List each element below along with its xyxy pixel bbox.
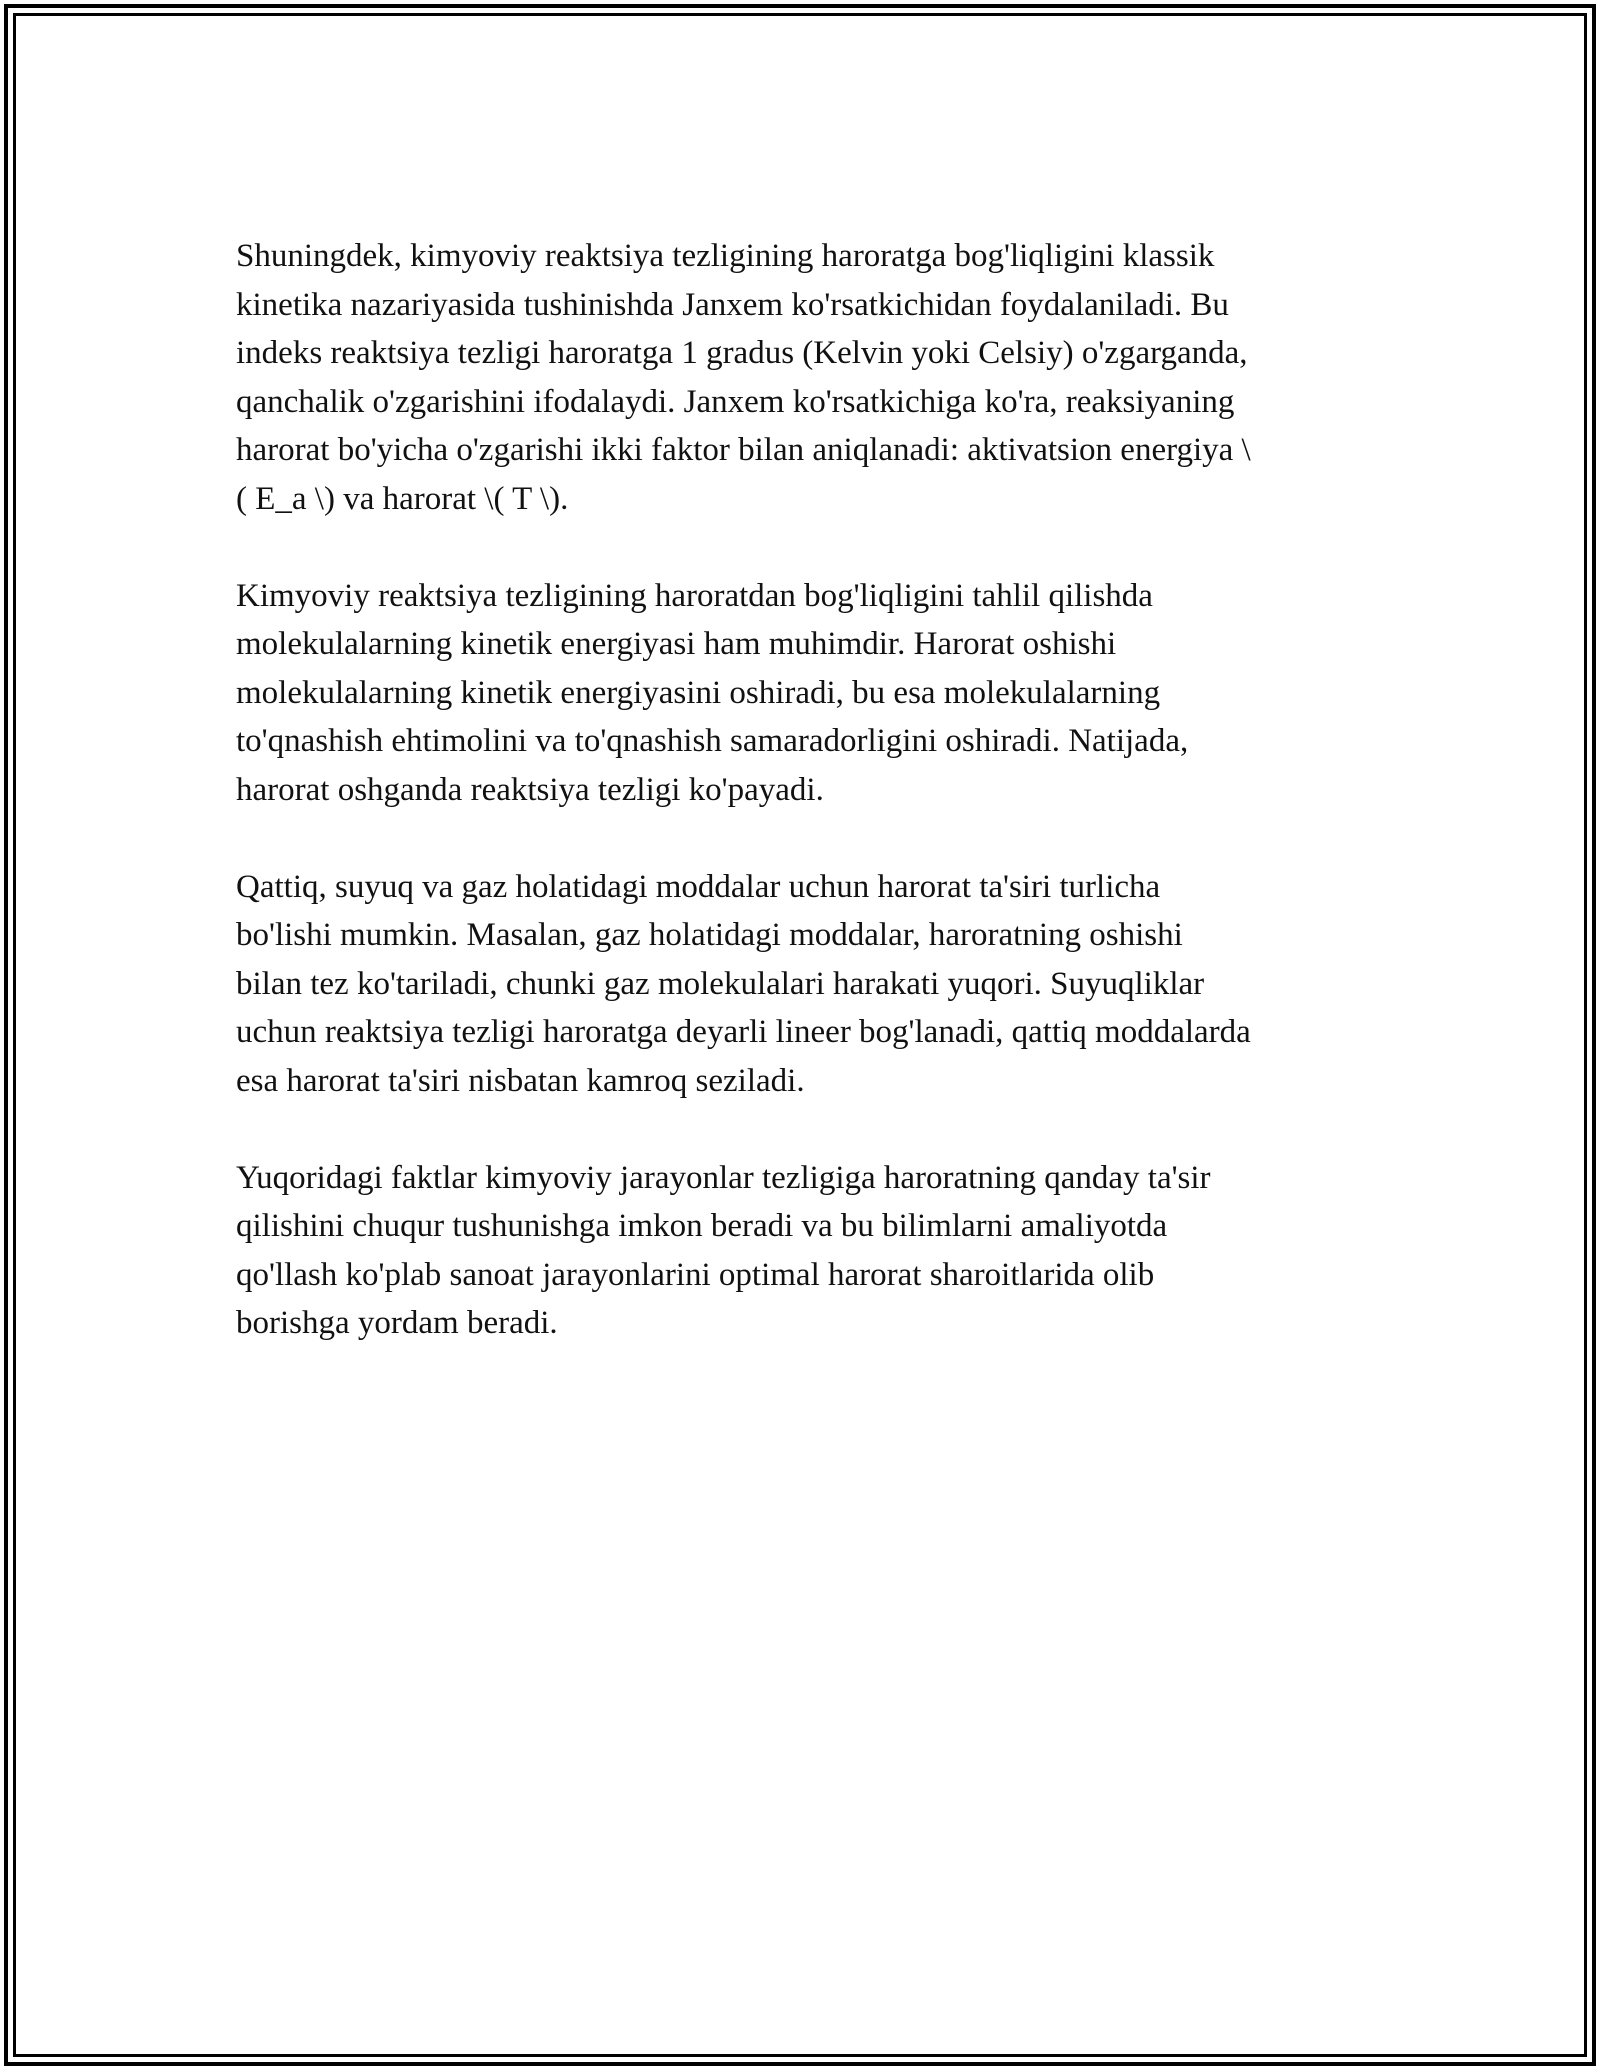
text-line: Shuningdek, kimyoviy reaktsiya tezligining haroratga bog'liqligini klassik [236, 238, 1215, 274]
text-line: bilan tez ko'tariladi, chunki gaz molekulalari harakati yuqori. Suyuqliklar [236, 965, 1205, 1002]
paragraph-3 [236, 863, 1376, 1106]
text-line: qanchalik o'zgarishini ifodalaydi. Janxem ko'rsatkichiga ko'ra, reaksiyaning [236, 383, 1235, 420]
text-line: Qattiq, suyuq va gaz holatidagi moddalar uchun harorat ta'siri turlicha [236, 868, 1161, 905]
text-line: harorat bo'yicha o'zgarishi ikki faktor bilan aniqlanadi: aktivatsion energiya \ [236, 432, 1251, 468]
text-line: molekulalarning kinetik energiyasi ham muhimdir. Harorat oshishi [236, 626, 1117, 662]
text-line: Kimyoviy reaktsiya tezligining haroratdan bog'liqligini tahlil qilishda [236, 577, 1153, 614]
text-line: to'qnashish ehtimolini va to'qnashish samaradorligini oshiradi. Natijada, [236, 723, 1189, 759]
paragraph-1 [236, 232, 1376, 523]
text-line: bo'lishi mumkin. Masalan, gaz holatidagi moddalar, haroratning oshishi [236, 917, 1183, 953]
text-line: qo'llash ko'plab sanoat jarayonlarini optimal harorat sharoitlarida olib [236, 1256, 1155, 1293]
document-body [236, 232, 1376, 1396]
paragraph-4 [236, 1154, 1376, 1348]
text-line: uchun reaktsiya tezligi haroratga deyarli lineer bog'lanadi, qattiq moddalarda [236, 1014, 1251, 1050]
text-line: molekulalarning kinetik energiyasini oshiradi, bu esa molekulalarning [236, 674, 1161, 711]
text-line: borishga yordam beradi. [236, 1305, 558, 1341]
text-line: harorat oshganda reaktsiya tezligi ko'payadi. [236, 771, 824, 808]
text-line: Yuqoridagi faktlar kimyoviy jarayonlar tezligiga haroratning qanday ta'sir [236, 1159, 1211, 1196]
text-line: esa harorat ta'siri nisbatan kamroq seziladi. [236, 1062, 805, 1099]
paragraph-2 [236, 572, 1376, 815]
text-line: ( E_a \) va harorat \( T \). [236, 480, 569, 517]
text-line: indeks reaktsiya tezligi haroratga 1 gradus (Kelvin yoki Celsiy) o'zgarganda, [236, 335, 1248, 371]
text-line: qilishini chuqur tushunishga imkon beradi va bu bilimlarni amaliyotda [236, 1208, 1168, 1244]
text-line: kinetika nazariyasida tushinishda Janxem ko'rsatkichidan foydalaniladi. Bu [236, 286, 1229, 323]
